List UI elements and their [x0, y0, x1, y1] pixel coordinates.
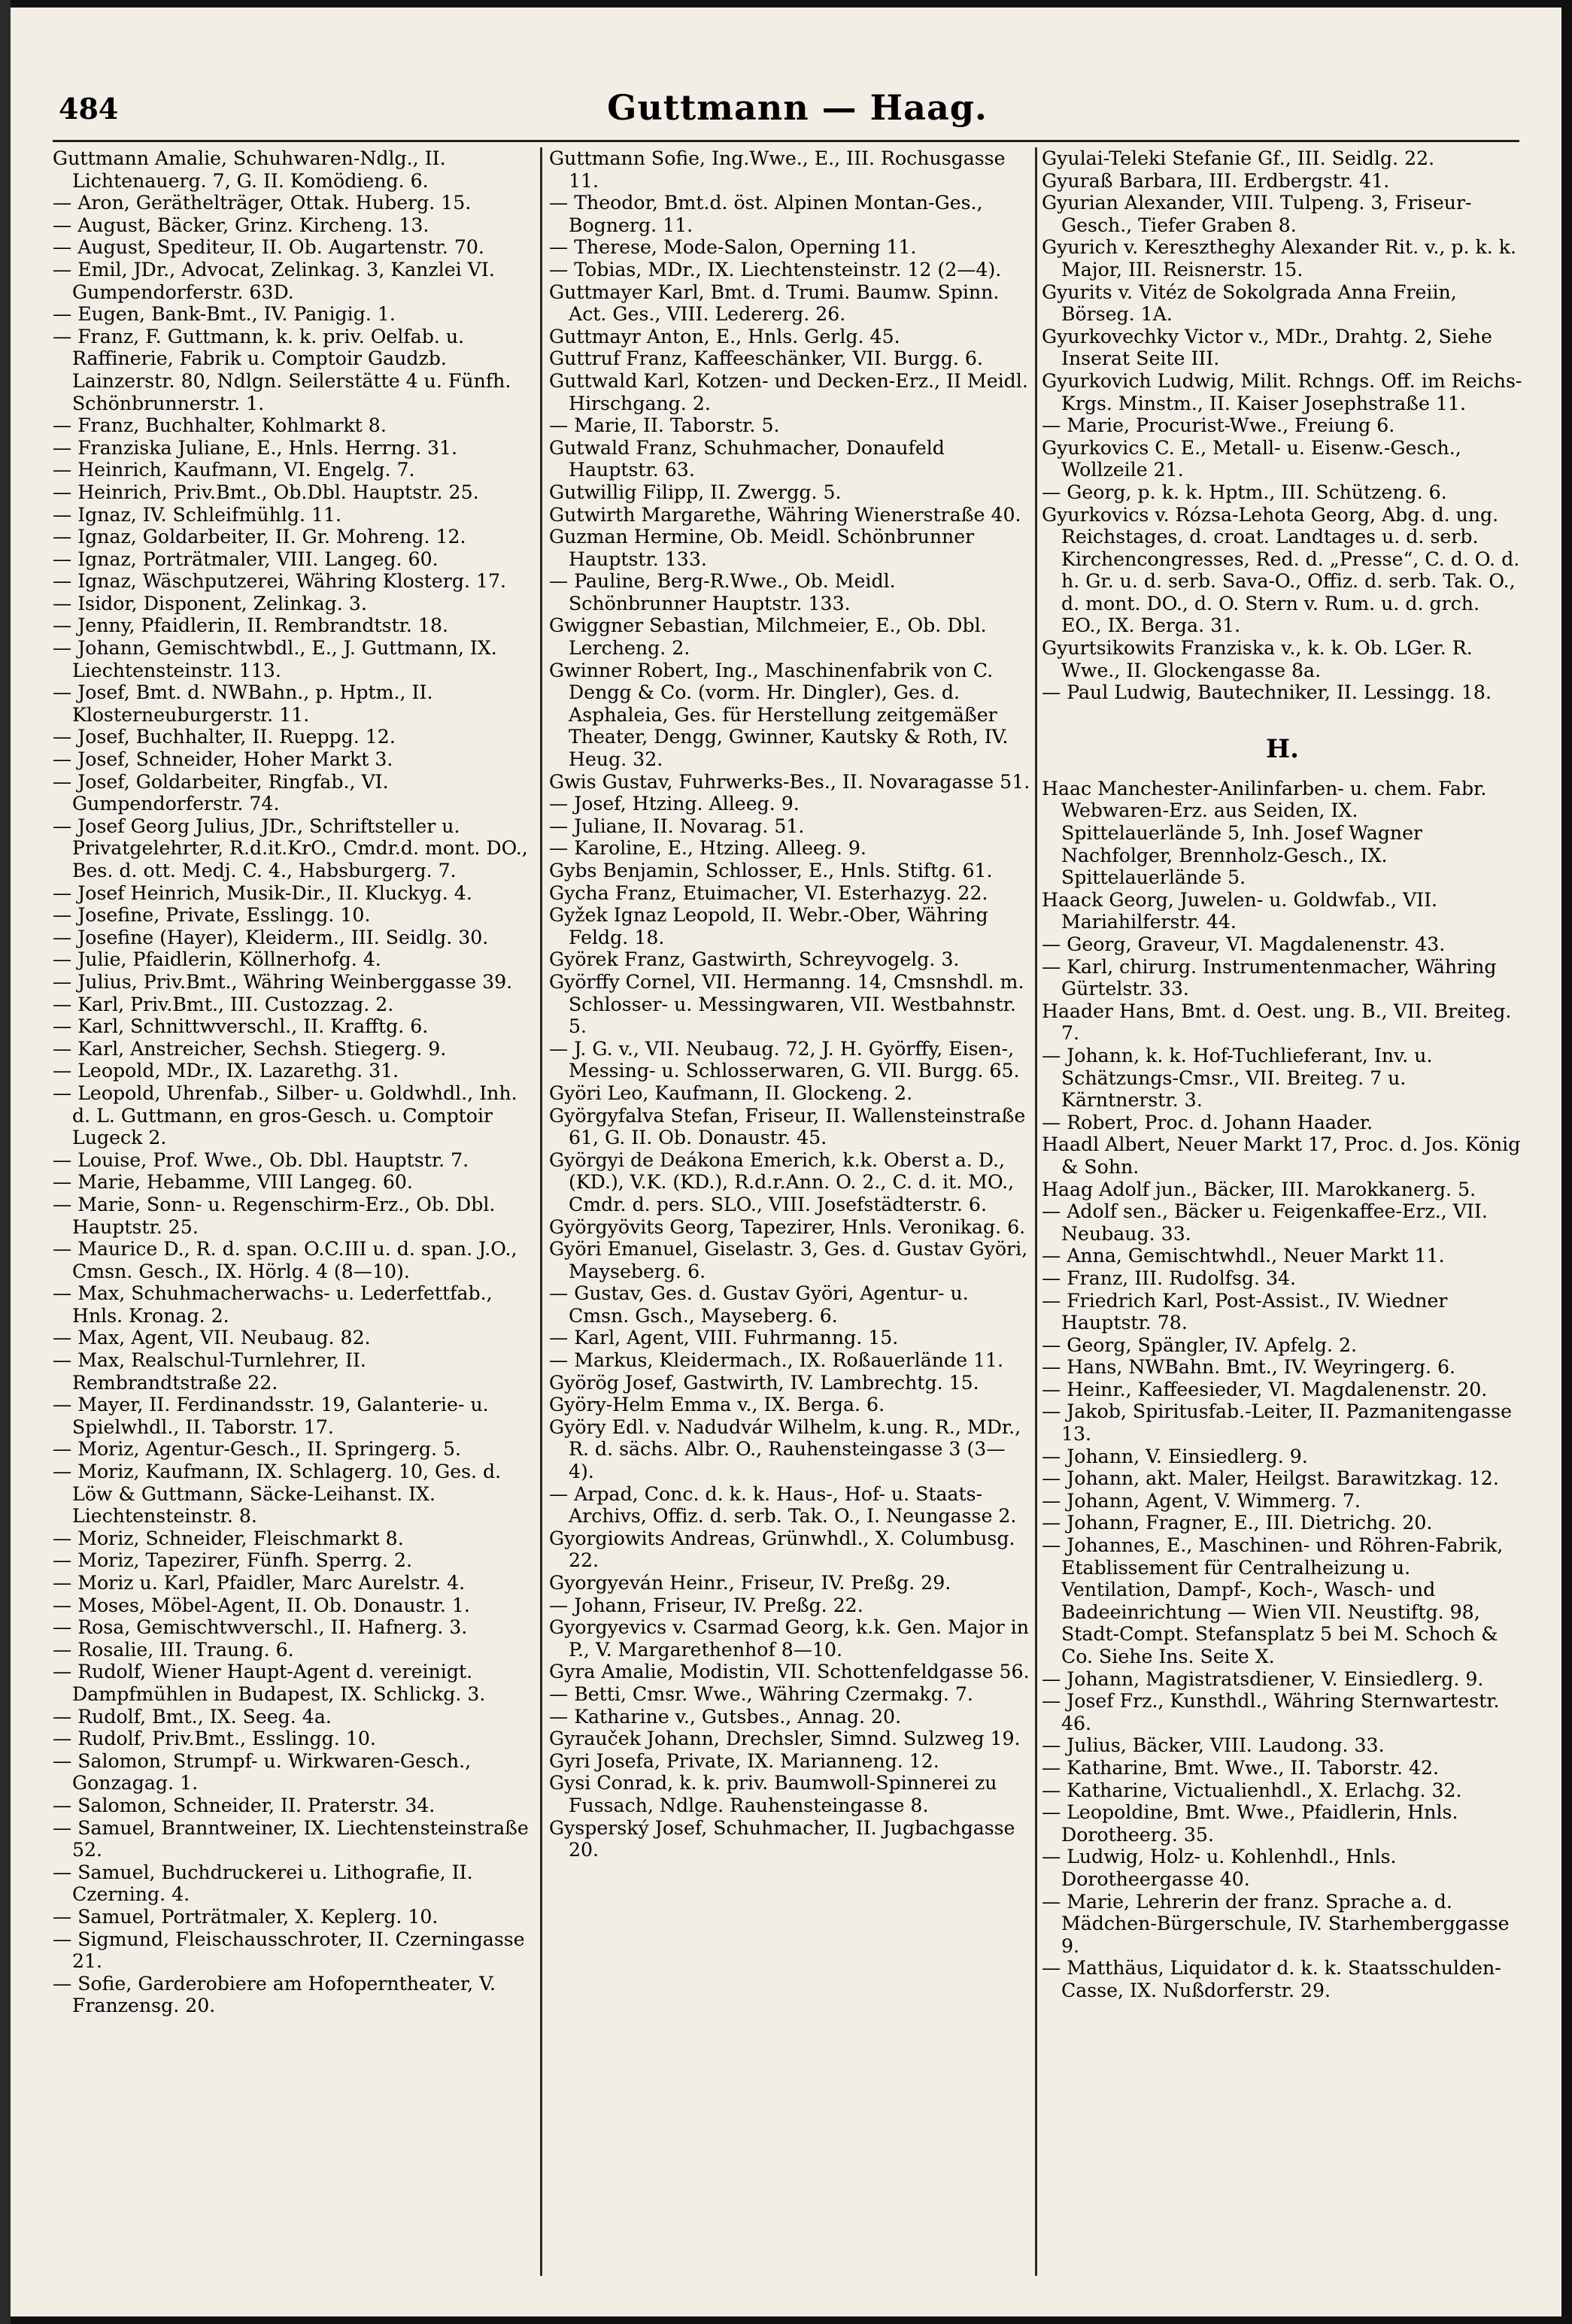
- directory-entry: Györi Leo, Kaufmann, II. Glockeng. 2.: [549, 1082, 913, 1104]
- directory-entry: — Josef, Goldarbeiter, Ringfab., VI. Gumpendorferstr. 74.: [53, 770, 389, 815]
- directory-entry: — Max, Schuhmacherwachs- u. Lederfettfab., Hnls. Kronag. 2.: [53, 1282, 493, 1327]
- directory-entry: — Johann, Fragner, E., III. Dietrichg. 20.: [1042, 1512, 1433, 1534]
- directory-entry: Gycha Franz, Etuimacher, VI. Esterhazyg. 22.: [549, 881, 988, 904]
- directory-entry: Györek Franz, Gastwirth, Schreyvogelg. 3.: [549, 948, 960, 971]
- directory-entry: — Franz, III. Rudolfsg. 34.: [1042, 1267, 1297, 1289]
- directory-entry: — Jakob, Spiritusfab.-Leiter, II. Pazmanitengasse 13.: [1042, 1400, 1512, 1446]
- directory-entry: — Marie, Sonn- u. Regenschirm-Erz., Ob. Dbl. Hauptstr. 25.: [53, 1193, 496, 1238]
- directory-entry: — Rosalie, III. Traung. 6.: [53, 1638, 294, 1661]
- directory-entry: — Rudolf, Priv.Bmt., Esslingg. 10.: [53, 1728, 376, 1750]
- directory-entry: — Max, Realschul-Turnlehrer, II. Rembrandtstraße 22.: [53, 1349, 366, 1394]
- directory-entry: Gysperský Josef, Schuhmacher, II. Jugbachgasse 20.: [549, 1816, 1015, 1861]
- directory-entry: — Rudolf, Bmt., IX. Seeg. 4a.: [53, 1705, 332, 1728]
- directory-entry: Guttwald Karl, Kotzen- und Decken-Erz., II Meidl. Hirschgang. 2.: [549, 369, 1028, 414]
- section-letter: H.: [1266, 733, 1299, 764]
- directory-entry: — Franz, F. Guttmann, k. k. priv. Oelfab. u. Raffinerie, Fabrik u. Comptoir Gaudzb. Lainzerstr. 80, Ndlgn. Seilerstätte 4 u. Fünfh. Schönbrunnerstr. 1.: [53, 325, 511, 414]
- directory-entry: — Karoline, E., Htzing. Alleeg. 9.: [549, 837, 866, 860]
- header-rule: [53, 140, 1519, 142]
- directory-entry: — Josef, Schneider, Hoher Markt 3.: [53, 748, 393, 771]
- directory-entry: — Johann, k. k. Hof-Tuchlieferant, Inv. u. Schätzungs-Cmsr., VII. Breiteg. 7 u. Kärntnerstr. 3.: [1042, 1044, 1433, 1112]
- directory-entry: — Arpad, Conc. d. k. k. Haus-, Hof- u. Staats-Archivs, Offiz. d. serb. Tak. O., I. Neungasse 2.: [549, 1482, 1017, 1528]
- directory-entry: — Johann, Agent, V. Wimmerg. 7.: [1042, 1489, 1361, 1512]
- directory-entry: — Therese, Mode-Salon, Operning 11.: [549, 236, 917, 259]
- directory-entry: Gyurian Alexander, VIII. Tulpeng. 3, Friseur-Gesch., Tiefer Graben 8.: [1042, 192, 1472, 236]
- column-divider: [1035, 147, 1037, 2276]
- directory-entry: — Adolf sen., Bäcker u. Feigenkaffee-Erz., VII. Neubaug. 33.: [1042, 1200, 1488, 1245]
- directory-entry: — Louise, Prof. Wwe., Ob. Dbl. Hauptstr. 7.: [53, 1148, 469, 1171]
- directory-entry: — August, Bäcker, Grinz. Kircheng. 13.: [53, 214, 429, 236]
- directory-entry: — Marie, II. Taborstr. 5.: [549, 414, 780, 437]
- directory-entry: — Matthäus, Liquidator d. k. k. Staatsschulden-Casse, IX. Nußdorferstr. 29.: [1042, 1957, 1501, 2001]
- directory-entry: Gyorgyeván Heinr., Friseur, IV. Preßg. 29.: [549, 1572, 951, 1594]
- directory-entry: — Josef Heinrich, Musik-Dir., II. Kluckyg. 4.: [53, 881, 472, 904]
- directory-entry: Gysi Conrad, k. k. priv. Baumwoll-Spinnerei zu Fussach, Ndlge. Rauhensteingasse 8.: [549, 1772, 997, 1816]
- directory-entry: Györgyövits Georg, Tapezirer, Hnls. Veronikag. 6.: [549, 1215, 1026, 1238]
- directory-entry: — Salomon, Strumpf- u. Wirkwaren-Gesch., Gonzagag. 1.: [53, 1749, 472, 1795]
- directory-entry: Haag Adolf jun., Bäcker, III. Marokkanerg. 5.: [1042, 1178, 1476, 1200]
- directory-entry: — Moriz, Tapezirer, Fünfh. Sperrg. 2.: [53, 1549, 412, 1572]
- directory-entry: — Johannes, E., Maschinen- und Röhren-Fabrik, Etablissement für Centralheizung u. Ventilation, Dampf-, Koch-, Wasch- und Badeeinrichtung — Wien VII. Neustiftg. 98, Stadt-Compt. Stefansplatz 5 bei M. Schoch & Co. Siehe Ins. Seite X.: [1042, 1534, 1504, 1667]
- directory-entry: — Josef, Htzing. Alleeg. 9.: [549, 793, 800, 815]
- directory-entry: — Johann, akt. Maler, Heilgst. Barawitzkag. 12.: [1042, 1467, 1499, 1490]
- directory-entry: — Moriz, Kaufmann, IX. Schlagerg. 10, Ges. d. Löw & Guttmann, Säcke-Leihanst. IX. Liechtensteinstr. 8.: [53, 1461, 502, 1528]
- directory-entry: — Ignaz, Goldarbeiter, II. Gr. Mohreng. 12.: [53, 526, 466, 548]
- directory-entry: Guttmayr Anton, E., Hnls. Gerlg. 45.: [549, 325, 900, 347]
- directory-entry: — Heinrich, Kaufmann, VI. Engelg. 7.: [53, 459, 415, 481]
- directory-entry: Gyurkovechky Victor v., MDr., Drahtg. 2, Siehe Inserat Seite III.: [1042, 325, 1492, 370]
- directory-entry: Gyorgiowits Andreas, Grünwhdl., X. Columbusg. 22.: [549, 1527, 1015, 1572]
- directory-entry: — Robert, Proc. d. Johann Haader.: [1042, 1111, 1373, 1133]
- directory-entry: — Franziska Juliane, E., Hnls. Herrng. 31.: [53, 436, 458, 459]
- directory-entry: Haader Hans, Bmt. d. Oest. ung. B., VII. Breiteg. 7.: [1042, 1000, 1512, 1045]
- directory-entry: — Josef, Bmt. d. NWBahn., p. Hptm., II. Klosterneuburgerstr. 11.: [53, 681, 433, 726]
- directory-entry: — Johann, Gemischtwbdl., E., J. Guttmann, IX. Liechtensteinstr. 113.: [53, 637, 497, 681]
- directory-entry: — Theodor, Bmt.d. öst. Alpinen Montan-Ges., Bognerg. 11.: [549, 192, 983, 236]
- directory-entry: Gyra Amalie, Modistin, VII. Schottenfeldgasse 56.: [549, 1661, 1030, 1683]
- directory-entry: Haac Manchester-Anilinfarben- u. chem. Fabr. Webwaren-Erz. aus Seiden, IX. Spittelauerlände 5, Inh. Josef Wagner Nachfolger, Brennholz-Gesch., IX. Spittelauerlände 5.: [1042, 777, 1487, 889]
- directory-entry: — Karl, Priv.Bmt., III. Custozzag. 2.: [53, 993, 394, 1015]
- directory-entry: Gwiggner Sebastian, Milchmeier, E., Ob. Dbl. Lercheng. 2.: [549, 614, 987, 660]
- directory-entry: — Isidor, Disponent, Zelinkag. 3.: [53, 592, 367, 614]
- directory-entry: — Johann, Friseur, IV. Preßg. 22.: [549, 1594, 863, 1616]
- directory-entry: — Johann, V. Einsiedlerg. 9.: [1042, 1445, 1308, 1467]
- directory-entry: — Tobias, MDr., IX. Liechtensteinstr. 12 (2—4).: [549, 258, 1002, 281]
- directory-entry: Gyorgyevics v. Csarmad Georg, k.k. Gen. Major in P., V. Margarethenhof 8—10.: [549, 1616, 1029, 1661]
- directory-entry: — Ignaz, Porträtmaler, VIII. Langeg. 60.: [53, 548, 439, 570]
- directory-entry: — Josef Georg Julius, JDr., Schriftsteller u. Privatgelehrter, R.d.it.KrO., Cmdr.d. mont. DO., Bes. d. ott. Medj. C. 4., Habsburgerg. 7.: [53, 815, 528, 881]
- directory-entry: Guttmann Amalie, Schuhwaren-Ndlg., II. Lichtenauerg. 7, G. II. Komödieng. 6.: [53, 147, 446, 192]
- directory-entry: — Julie, Pfaidlerin, Köllnerhofg. 4.: [53, 948, 381, 971]
- directory-entry: Gutwald Franz, Schuhmacher, Donaufeld Hauptstr. 63.: [549, 436, 945, 481]
- directory-entry: Györgyi de Deákona Emerich, k.k. Oberst a. D., (KD.), V.K. (KD.), R.d.r.Ann. O. 2., C. d. it. MO., Cmdr. d. pers. SLO., VIII. Josefstädterstr. 6.: [549, 1148, 1015, 1215]
- directory-entry: Györi Emanuel, Giselastr. 3, Ges. d. Gustav Györi, Mayseberg. 6.: [549, 1238, 1028, 1282]
- directory-entry: — Leopold, MDr., IX. Lazarethg. 31.: [53, 1060, 399, 1082]
- directory-entry: — Jenny, Pfaidlerin, II. Rembrandtstr. 18.: [53, 614, 448, 637]
- directory-entry: — Johann, Magistratsdiener, V. Einsiedlerg. 9.: [1042, 1667, 1484, 1690]
- directory-entry: — Aron, Geräthelträger, Ottak. Huberg. 15.: [53, 192, 472, 214]
- directory-entry: — Hans, NWBahn. Bmt., IV. Weyringerg. 6.: [1042, 1356, 1456, 1379]
- directory-entry: Gutwillig Filipp, II. Zwergg. 5.: [549, 481, 842, 503]
- directory-entry: — Karl, Agent, VIII. Fuhrmanng. 15.: [549, 1327, 899, 1349]
- directory-entry: Gyurkovics C. E., Metall- u. Eisenw.-Gesch., Wollzeile 21.: [1042, 436, 1461, 481]
- directory-entry: — Friedrich Karl, Post-Assist., IV. Wiedner Hauptstr. 78.: [1042, 1289, 1448, 1334]
- directory-entry: Gyurich v. Keresztheghy Alexander Rit. v., p. k. k. Major, III. Reisnerstr. 15.: [1042, 236, 1517, 281]
- directory-entry: — Josefine, Private, Esslingg. 10.: [53, 904, 371, 927]
- directory-entry: Guzman Hermine, Ob. Meidl. Schönbrunner Hauptstr. 133.: [549, 526, 975, 570]
- directory-entry: Gyulai-Teleki Stefanie Gf., III. Seidlg. 22.: [1042, 147, 1435, 169]
- directory-entry: — Katharine v., Gutsbes., Annag. 20.: [549, 1705, 902, 1728]
- directory-entry: — Sigmund, Fleischausschroter, II. Czerningasse 21.: [53, 1928, 525, 1973]
- directory-entry: — Georg, Spängler, IV. Apfelg. 2.: [1042, 1333, 1358, 1356]
- directory-entry: Györy-Helm Emma v., IX. Berga. 6.: [549, 1394, 885, 1416]
- directory-entry: — Pauline, Berg-R.Wwe., Ob. Meidl. Schönbrunner Hauptstr. 133.: [549, 570, 896, 614]
- directory-entry: Györgyfalva Stefan, Friseur, II. Wallensteinstraße 61, G. II. Ob. Donaustr. 45.: [549, 1104, 1026, 1149]
- directory-entry: — Betti, Cmsr. Wwe., Währing Czermakg. 7.: [549, 1682, 973, 1705]
- directory-entry: — Ludwig, Holz- u. Kohlenhdl., Hnls. Dorotheergasse 40.: [1042, 1846, 1397, 1890]
- directory-entry: — Karl, Schnittwverschl., II. Krafftg. 6.: [53, 1015, 429, 1038]
- directory-entry: — Gustav, Ges. d. Gustav Györi, Agentur- u. Cmsn. Gsch., Mayseberg. 6.: [549, 1282, 969, 1327]
- directory-entry: Györy Edl. v. Nadudvár Wilhelm, k.ung. R., MDr., R. d. sächs. Albr. O., Rauhensteingasse 3 (3—4).: [549, 1415, 1021, 1483]
- directory-entry: — Moriz, Schneider, Fleischmarkt 8.: [53, 1527, 404, 1549]
- column-divider: [540, 147, 542, 2276]
- directory-entry: — Eugen, Bank-Bmt., IV. Panigig. 1.: [53, 303, 396, 326]
- directory-entry: — Juliane, II. Novarag. 51.: [549, 815, 805, 837]
- column-1: [53, 147, 534, 2298]
- directory-entry: — Moriz, Agentur-Gesch., II. Springerg. 5.: [53, 1438, 462, 1461]
- directory-entry: Gyurkovich Ludwig, Milit. Rchngs. Off. im Reichs-Krgs. Minstm., II. Kaiser Josephstraße 11.: [1042, 369, 1522, 414]
- directory-entry: Gwis Gustav, Fuhrwerks-Bes., II. Novaragasse 51.: [549, 770, 1030, 793]
- directory-entry: — Leopoldine, Bmt. Wwe., Pfaidlerin, Hnls. Dorotheerg. 35.: [1042, 1801, 1458, 1846]
- directory-entry: Guttmann Sofie, Ing.Wwe., E., III. Rochusgasse 11.: [549, 147, 1006, 192]
- directory-entry: — Georg, Graveur, VI. Magdalenenstr. 43.: [1042, 933, 1446, 955]
- directory-entry: — Josefine (Hayer), Kleiderm., III. Seidlg. 30.: [53, 926, 489, 948]
- directory-entry: — Julius, Bäcker, VIII. Laudong. 33.: [1042, 1734, 1385, 1757]
- page-header: [53, 69, 1542, 137]
- directory-entry: Gyžek Ignaz Leopold, II. Webr.-Ober, Währing Feldg. 18.: [549, 904, 988, 948]
- directory-entry: — Anna, Gemischtwhdl., Neuer Markt 11.: [1042, 1245, 1445, 1267]
- directory-entry: Gyurits v. Vitéz de Sokolgrada Anna Freiin, Börseg. 1A.: [1042, 281, 1457, 326]
- directory-entry: Guttruf Franz, Kaffeeschänker, VII. Burgg. 6.: [549, 347, 983, 370]
- directory-entry: — Ignaz, IV. Schleifmühlg. 11.: [53, 503, 342, 526]
- directory-entry: — Katharine, Victualienhdl., X. Erlachg. 32.: [1042, 1779, 1462, 1801]
- directory-entry: — Salomon, Schneider, II. Praterstr. 34.: [53, 1794, 435, 1816]
- directory-entry: — Moriz u. Karl, Pfaidler, Marc Aurelstr. 4.: [53, 1572, 466, 1594]
- directory-entry: Gyurtsikowits Franziska v., k. k. Ob. LGer. R. Wwe., II. Glockengasse 8a.: [1042, 637, 1473, 681]
- directory-entry: Györög Josef, Gastwirth, IV. Lambrechtg. 15.: [549, 1371, 979, 1394]
- directory-entry: — Rosa, Gemischtwverschl., II. Hafnerg. 3.: [53, 1616, 468, 1639]
- directory-entry: — Karl, chirurg. Instrumentenmacher, Währing Gürtelstr. 33.: [1042, 955, 1497, 1000]
- directory-entry: — Marie, Lehrerin der franz. Sprache a. d. Mädchen-Bürgerschule, IV. Starhemberggasse 9.: [1042, 1890, 1510, 1957]
- directory-entry: — Emil, JDr., Advocat, Zelinkag. 3, Kanzlei VI. Gumpendorferstr. 63D.: [53, 258, 495, 303]
- directory-entry: Gwinner Robert, Ing., Maschinenfabrik von C. Dengg & Co. (vorm. Hr. Dingler), Ges. d. Asphaleia, Ges. für Herstellung zeitgemäßer Theater, Dengg, Gwinner, Kautsky & Roth, IV. Heug. 32.: [549, 659, 1009, 771]
- directory-entry: — Samuel, Buchdruckerei u. Lithografie, II. Czerning. 4.: [53, 1861, 473, 1906]
- directory-entry: — Markus, Kleidermach., IX. Roßauerlände 11.: [549, 1349, 1004, 1372]
- directory-entry: — Max, Agent, VII. Neubaug. 82.: [53, 1327, 371, 1349]
- running-title: Guttmann — Haag.: [607, 87, 988, 128]
- directory-entry: — Franz, Buchhalter, Kohlmarkt 8.: [53, 414, 387, 437]
- directory-entry: — Mayer, II. Ferdinandsstr. 19, Galanterie- u. Spielwhdl., II. Taborstr. 17.: [53, 1394, 489, 1438]
- directory-entry: — Karl, Anstreicher, Sechsh. Stiegerg. 9.: [53, 1037, 447, 1060]
- directory-entry: — J. G. v., VII. Neubaug. 72, J. H. Györffy, Eisen-, Messing- u. Schlosserwaren, G. VII. Burgg. 65.: [549, 1037, 1020, 1082]
- directory-entry: — Heinr., Kaffeesieder, VI. Magdalenenstr. 20.: [1042, 1378, 1488, 1400]
- column-3: [1042, 147, 1523, 2298]
- directory-entry: — Katharine, Bmt. Wwe., II. Taborstr. 42.: [1042, 1756, 1440, 1779]
- directory-entry: Guttmayer Karl, Bmt. d. Trumi. Baumw. Spinn. Act. Ges., VIII. Ledererg. 26.: [549, 281, 1000, 326]
- directory-entry: Haack Georg, Juwelen- u. Goldwfab., VII. Mariahilferstr. 44.: [1042, 888, 1438, 933]
- directory-entry: — Sofie, Garderobiere am Hofoperntheater, V. Franzensg. 20.: [53, 1972, 496, 2017]
- directory-entry: — Heinrich, Priv.Bmt., Ob.Dbl. Hauptstr. 25.: [53, 481, 479, 503]
- directory-entry: Gutwirth Margarethe, Währing Wienerstraße 40.: [549, 503, 1021, 526]
- directory-entry: — Ignaz, Wäschputzerei, Währing Klosterg. 17.: [53, 570, 507, 593]
- page-number: 484: [59, 92, 119, 126]
- directory-entry: — August, Spediteur, II. Ob. Augartenstr. 70.: [53, 236, 484, 259]
- directory-entry: — Josef Frz., Kunsthdl., Währing Sternwartestr. 46.: [1042, 1690, 1500, 1734]
- directory-entry: — Samuel, Branntweiner, IX. Liechtensteinstraße 52.: [53, 1816, 529, 1861]
- directory-entry: Gyuraß Barbara, III. Erdbergstr. 41.: [1042, 169, 1390, 192]
- directory-entry: — Samuel, Porträtmaler, X. Keplerg. 10.: [53, 1905, 439, 1928]
- directory-entry: Gyurkovics v. Rózsa-Lehota Georg, Abg. d. ung. Reichstages, d. croat. Landtages u. d. serb. Kirchencongresses, Red. d. „Presse“, C. d. O. d. h. Gr. u. d. serb. Sava-O., Offiz. d. serb. Tak. O., d. mont. DO., d. O. Stern v. Rum. u. d. grch. EO., IX. Berga. 31.: [1042, 503, 1520, 637]
- directory-entry: Gyri Josefa, Private, IX. Marianneng. 12.: [549, 1749, 939, 1772]
- directory-entry: — Rudolf, Wiener Haupt-Agent d. vereinigt. Dampfmühlen in Budapest, IX. Schlickg. 3.: [53, 1661, 486, 1705]
- directory-entry: Gyrauček Johann, Drechsler, Simnd. Sulzweg 19.: [549, 1728, 1021, 1750]
- directory-entry: Gybs Benjamin, Schlosser, E., Hnls. Stiftg. 61.: [549, 860, 993, 881]
- directory-entry: — Leopold, Uhrenfab., Silber- u. Goldwhdl., Inh. d. L. Guttmann, en gros-Gesch. u. Comptoir Lugeck 2.: [53, 1082, 517, 1149]
- directory-entry: — Georg, p. k. k. Hptm., III. Schützeng. 6.: [1042, 481, 1447, 503]
- directory-entry: — Moses, Möbel-Agent, II. Ob. Donaustr. 1.: [53, 1594, 470, 1616]
- directory-entry: — Marie, Procurist-Wwe., Freiung 6.: [1042, 414, 1395, 437]
- column-2: [549, 147, 1030, 2298]
- directory-entry: — Julius, Priv.Bmt., Währing Weinberggasse 39.: [53, 970, 513, 993]
- directory-entry: — Paul Ludwig, Bautechniker, II. Lessingg. 18.: [1042, 681, 1492, 704]
- directory-entry: Györffy Cornel, VII. Hermanng. 14, Cmsnshdl. m. Schlosser- u. Messingwaren, VII. Westbahnstr. 5.: [549, 970, 1024, 1038]
- directory-entry: — Maurice D., R. d. span. O.C.III u. d. span. J.O., Cmsn. Gesch., IX. Hörlg. 4 (8—10).: [53, 1238, 517, 1282]
- directory-entry: Haadl Albert, Neuer Markt 17, Proc. d. Jos. König & Sohn.: [1042, 1133, 1521, 1178]
- directory-entry: — Josef, Buchhalter, II. Rueppg. 12.: [53, 726, 396, 748]
- scan-edge: [0, 0, 11, 2324]
- directory-entry: — Marie, Hebamme, VIII Langeg. 60.: [53, 1171, 413, 1194]
